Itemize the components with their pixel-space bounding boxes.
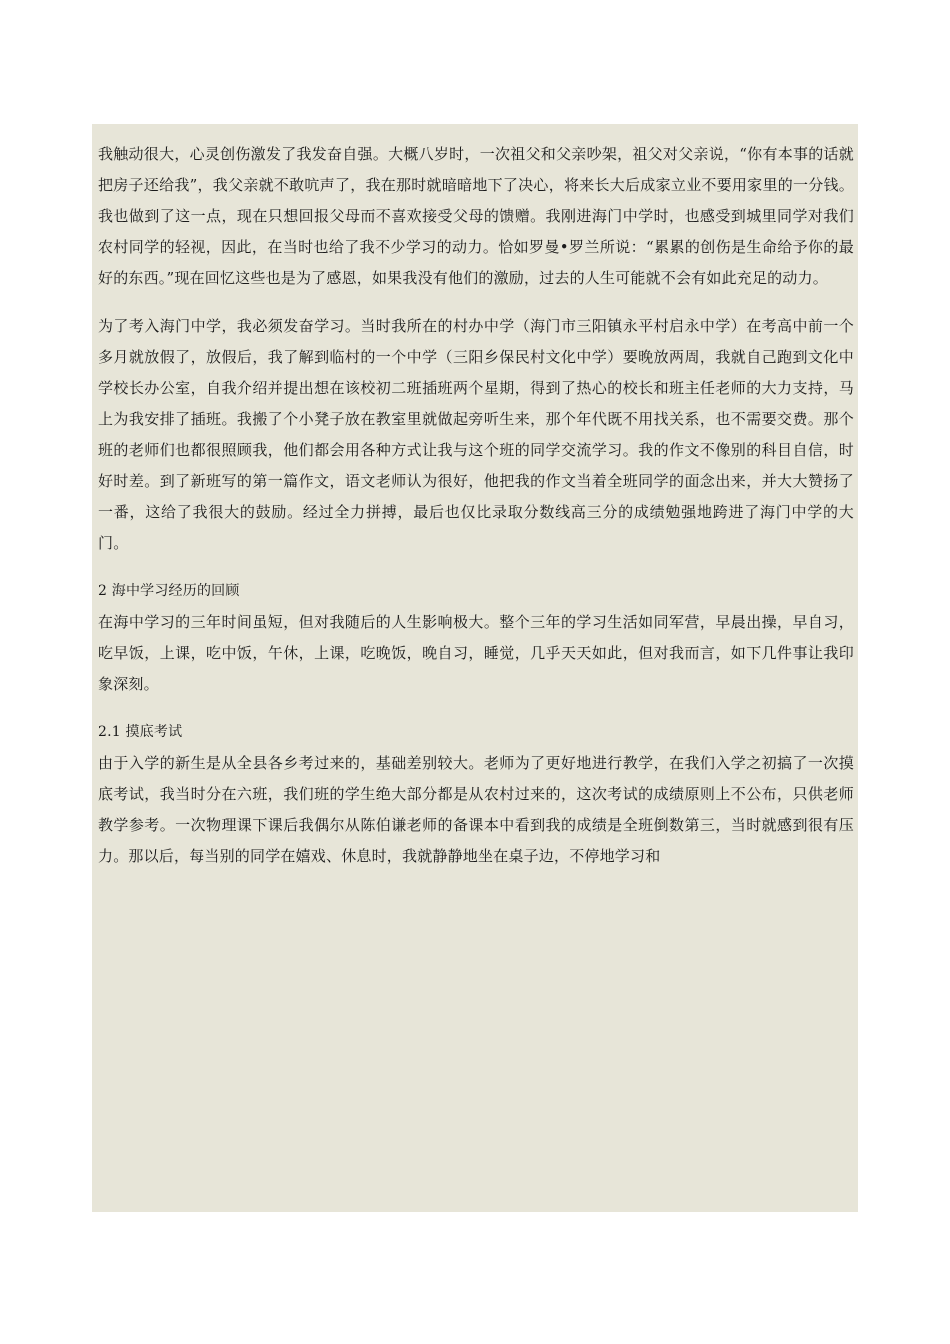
paragraph: 由于入学的新生是从全县各乡考过来的，基础差别较大。老师为了更好地进行教学，在我们入学之初搞了一次摸底考试，我当时分在六班，我们班的学生绝大部分都是从农村过来的，这次考试的成绩原则上不公布，只供老师教学参考。一次物理课下课后我偶尔从陈伯谦老师的备课本中看到我的成绩是全班倒数第三，当时就感到很有压力。那以后，每当别的同学在嬉戏、休息时，我就静静地坐在桌子边，不停地学习和 bbox=[98, 754, 854, 865]
document-page bbox=[92, 124, 858, 1212]
paragraph: 我触动很大，心灵创伤激发了我发奋自强。大概八岁时，一次祖父和父亲吵架，祖父对父亲说，“你有本事的话就把房子还给我”，我父亲就不敢吭声了，我在那时就暗暗地下了决心，将来长大后成家立业不要用家里的一分钱。我也做到了这一点，现在只想回报父母而不喜欢接受父母的馈赠。我刚进海门中学时，也感受到城里同学对我们农村同学的轻视，因此，在当时也给了我不少学习的动力。恰如罗曼•罗兰所说：“累累的创伤是生命给予你的最好的东西。”现在回忆这些也是为了感恩，如果我没有他们的激励，过去的人生可能就不会有如此充足的动力。 bbox=[98, 145, 854, 287]
section-heading: 2 海中学习经历的回顾 bbox=[98, 583, 240, 599]
section-heading: 2.1 摸底考试 bbox=[98, 724, 183, 740]
paragraph: 在海中学习的三年时间虽短，但对我随后的人生影响极大。整个三年的学习生活如同军营，早晨出操，早自习，吃早饭，上课，吃中饭，午休，上课，吃晚饭，晚自习，睡觉，几乎天天如此，但对我而言，如下几件事让我印象深刻。 bbox=[98, 613, 854, 693]
document-body bbox=[92, 139, 858, 872]
paragraph: 为了考入海门中学，我必须发奋学习。当时我所在的村办中学（海门市三阳镇永平村启永中学）在考高中前一个多月就放假了，放假后，我了解到临村的一个中学（三阳乡保民村文化中学）要晚放两周，我就自己跑到文化中学校长办公室，自我介绍并提出想在该校初二班插班两个星期，得到了热心的校长和班主任老师的大力支持，马上为我安排了插班。我搬了个小凳子放在教室里就做起旁听生来，那个年代既不用找关系，也不需要交费。那个班的老师们也都很照顾我，他们都会用各种方式让我与这个班的同学交流学习。我的作文不像别的科目自信，时好时差。到了新班写的第一篇作文，语文老师认为很好，他把我的作文当着全班同学的面念出来，并大大赞扬了一番，这给了我很大的鼓励。经过全力拼搏，最后也仅比录取分数线高三分的成绩勉强地跨进了海门中学的大门。 bbox=[98, 317, 854, 552]
